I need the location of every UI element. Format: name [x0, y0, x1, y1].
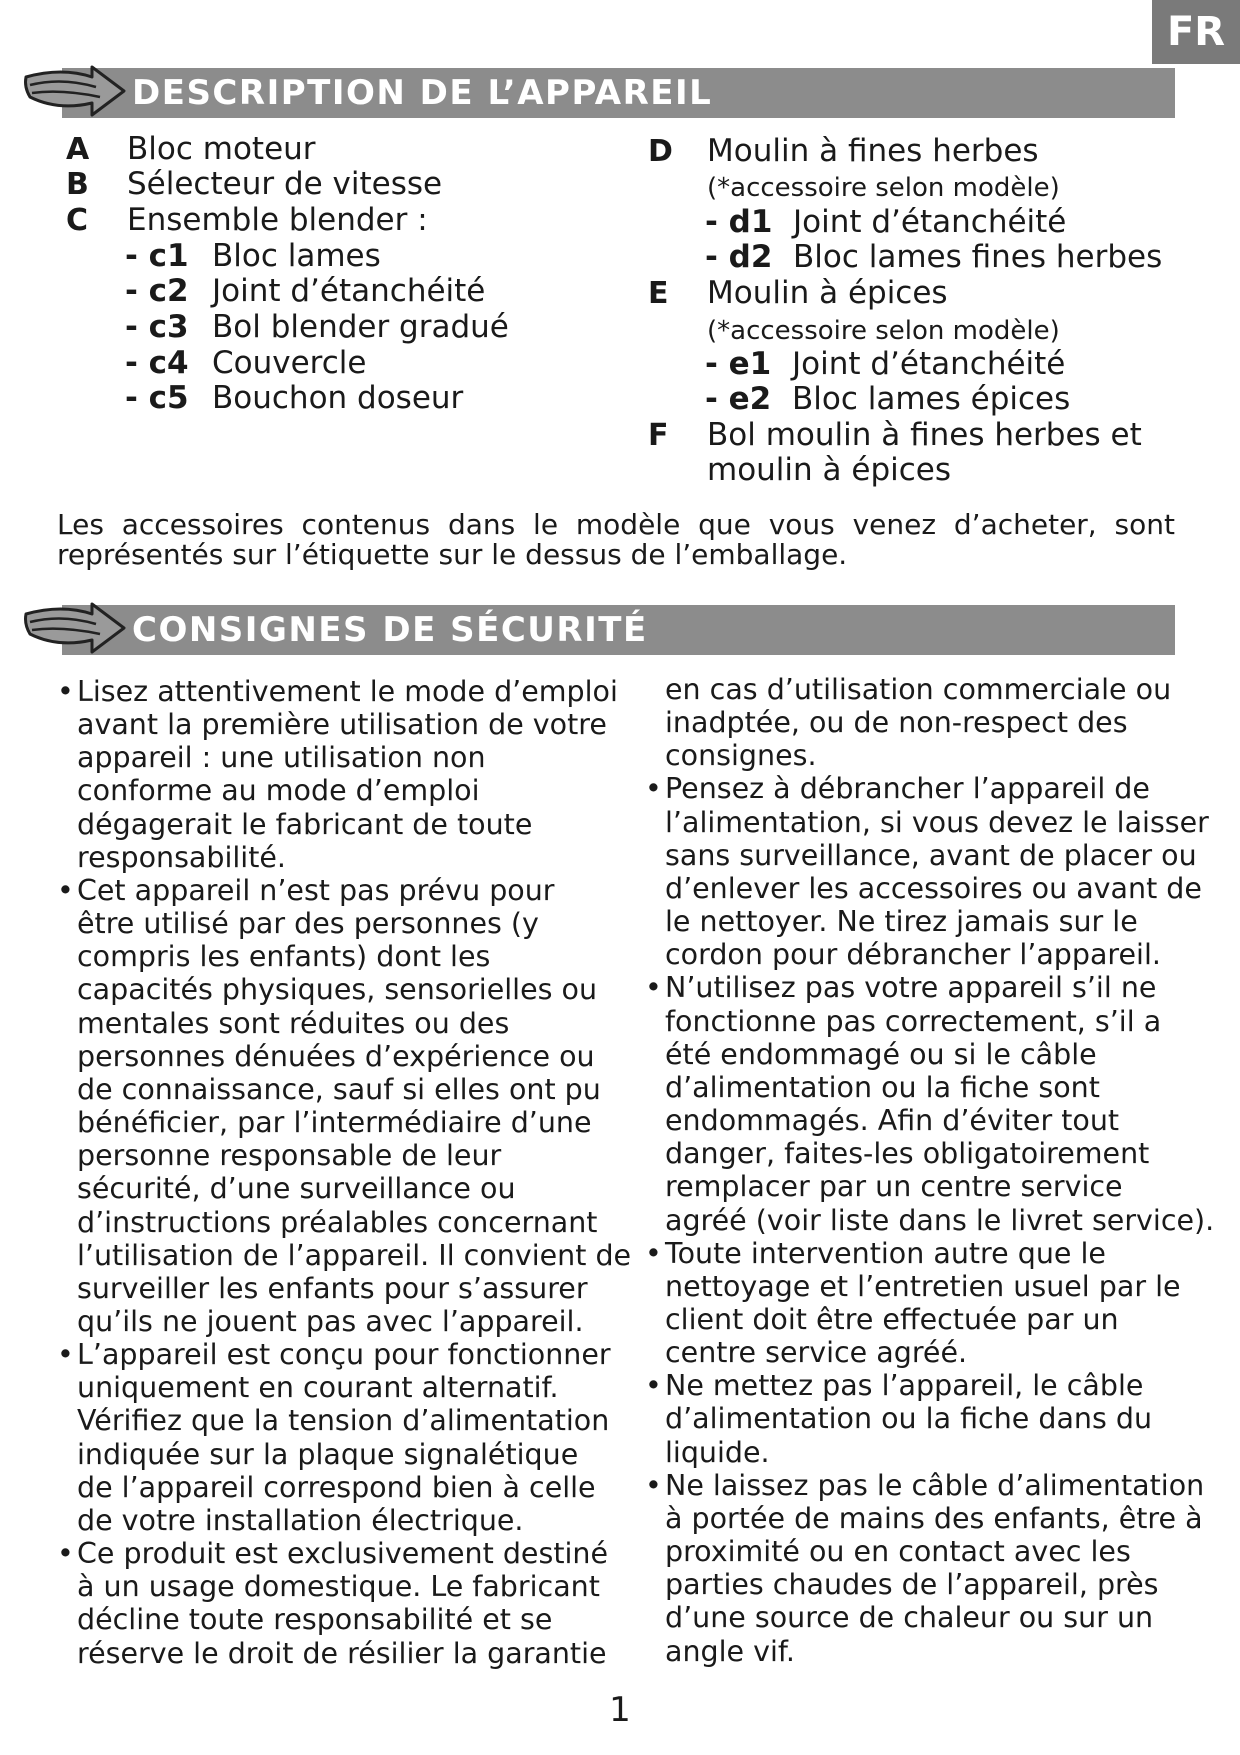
safety-line: à portée de mains des enfants, être à	[665, 1501, 1203, 1535]
sub-item-c3	[125, 309, 509, 345]
safety-line: centre service agréé.	[665, 1336, 968, 1370]
safety-line: • Lisez attentivement le mode d’emploi	[57, 675, 631, 708]
safety-line: sans surveillance, avant de placer ou	[665, 838, 1197, 872]
safety-line: sécurité, d’une surveillance ou	[77, 1172, 516, 1206]
safety-line: angle vif.	[665, 1634, 795, 1668]
safety-line: d’une source de chaleur ou sur un	[665, 1601, 1154, 1635]
sub-item-e2	[705, 381, 1071, 417]
safety-column-right	[645, 673, 1214, 1668]
safety-line: à un usage domestique. Le fabricant	[77, 1570, 600, 1604]
safety-line: cordon pour débrancher l’appareil.	[665, 938, 1161, 972]
safety-line: d’alimentation ou la fiche sont	[665, 1070, 1100, 1104]
sub-item-code: - e2	[705, 381, 772, 417]
item-letter-a: A	[66, 132, 90, 167]
item-letter-b: B	[66, 167, 89, 202]
sub-item-label: Joint d’étanchéité	[792, 346, 1066, 382]
safety-line: l’alimentation, si vous devez le laisser	[665, 805, 1209, 839]
item-label-b: Sélecteur de vitesse	[127, 166, 443, 202]
safety-line: • Pensez à débrancher l’appareil de	[645, 772, 1214, 805]
sub-item-code: - c3	[125, 309, 189, 345]
item-letter-f: F	[648, 418, 669, 453]
sub-item-code: - c1	[125, 238, 189, 274]
item-note-e: (*accessoire selon modèle)	[707, 316, 1060, 346]
safety-line: personne responsable de leur	[77, 1139, 502, 1173]
safety-line: bénéficier, par l’intermédiaire d’une	[77, 1106, 592, 1140]
safety-line: responsabilité.	[77, 840, 286, 874]
safety-line: indiquée sur la plaque signalétique	[77, 1437, 579, 1471]
safety-line: appareil : une utilisation non	[77, 741, 486, 775]
safety-line: qu’ils ne jouent pas avec l’appareil.	[77, 1304, 584, 1338]
sub-item-label: Bloc lames fines herbes	[793, 239, 1163, 275]
item-letter-c: C	[66, 203, 89, 238]
sub-item-c5	[125, 380, 464, 416]
safety-line: liquide.	[665, 1435, 770, 1469]
safety-line: consignes.	[665, 739, 817, 773]
safety-line: • Ne mettez pas l’appareil, le câble	[645, 1369, 1214, 1402]
safety-line: en cas d’utilisation commerciale ou	[665, 673, 1172, 706]
safety-line: personnes dénuées d’expérience ou	[77, 1039, 595, 1073]
sub-item-label: Joint d’étanchéité	[793, 204, 1067, 240]
item-label-a: Bloc moteur	[127, 131, 316, 167]
safety-line: danger, faites-les obligatoirement	[665, 1137, 1150, 1171]
sub-item-label: Bouchon doseur	[212, 380, 464, 416]
arrow-icon	[22, 63, 128, 123]
safety-line: être utilisé par des personnes (y	[77, 907, 539, 941]
safety-line: endommagés. Afin d’éviter tout	[665, 1104, 1120, 1138]
safety-line: réserve le droit de résilier la garantie	[77, 1636, 607, 1670]
sub-item-d2	[705, 239, 1163, 275]
safety-line: parties chaudes de l’appareil, près	[665, 1568, 1159, 1602]
sub-item-e1	[705, 346, 1066, 382]
sub-item-label: Joint d’étanchéité	[212, 273, 486, 309]
sub-item-c4	[125, 345, 367, 381]
safety-line: mentales sont réduites ou des	[77, 1006, 510, 1040]
safety-line: capacités physiques, sensorielles ou	[77, 973, 598, 1007]
section-title-safety: CONSIGNES DE SÉCURITÉ	[132, 610, 648, 650]
sub-item-c2	[125, 273, 486, 309]
sub-item-code: - d2	[705, 239, 773, 275]
safety-line: d’enlever les accessoires ou avant de	[665, 871, 1202, 905]
safety-line: agréé (voir liste dans le livret service).	[665, 1203, 1215, 1237]
safety-line: conforme au mode d’emploi	[77, 774, 480, 808]
safety-line: client doit être effectuée par un	[665, 1302, 1119, 1336]
safety-line: Vérifiez que la tension d’alimentation	[77, 1404, 610, 1438]
safety-line: de connaissance, sauf si elles ont pu	[77, 1072, 601, 1106]
item-label-c: Ensemble blender :	[127, 202, 428, 238]
safety-line: avant la première utilisation de votre	[77, 708, 607, 742]
safety-line: fonctionne pas correctement, s’il a	[665, 1004, 1162, 1038]
sub-item-label: Bol blender gradué	[212, 309, 509, 345]
safety-line: été endommagé ou si le câble	[665, 1037, 1097, 1071]
sub-item-label: Couvercle	[212, 345, 367, 381]
safety-column-left	[57, 675, 631, 1670]
sub-item-code: - d1	[705, 204, 773, 240]
safety-line: • N’utilisez pas votre appareil s’il ne	[645, 971, 1214, 1004]
item-note-d: (*accessoire selon modèle)	[707, 173, 1060, 203]
safety-line: • Cet appareil n’est pas prévu pour	[57, 874, 631, 907]
item-label-f-line1: Bol moulin à fines herbes et	[707, 417, 1142, 453]
sub-item-code: - c4	[125, 345, 189, 381]
arrow-icon	[22, 600, 128, 660]
sub-item-c1	[125, 238, 381, 274]
safety-line: • Ne laissez pas le câble d’alimentation	[645, 1469, 1214, 1502]
safety-line: dégagerait le fabricant de toute	[77, 807, 533, 841]
item-label-d: Moulin à fines herbes	[707, 133, 1039, 169]
sub-item-d1	[705, 204, 1067, 240]
language-tab: FR	[1152, 0, 1240, 64]
item-label-e: Moulin à épices	[707, 275, 948, 311]
safety-line: d’alimentation ou la fiche dans du	[665, 1402, 1153, 1436]
safety-line: de votre installation électrique.	[77, 1503, 524, 1537]
safety-line: • Toute intervention autre que le	[645, 1237, 1214, 1270]
safety-line: de l’appareil correspond bien à celle	[77, 1470, 596, 1504]
safety-line: inadptée, ou de non-respect des	[665, 706, 1128, 740]
safety-line: uniquement en courant alternatif.	[77, 1371, 559, 1405]
accessories-paragraph: Les accessoires contenus dans le modèle que vous venez d’acheter, sont représentés sur l’étiquette sur le dessus de l’emballage.	[57, 508, 1175, 571]
page-number: 1	[609, 1690, 631, 1730]
safety-line: • L’appareil est conçu pour fonctionner	[57, 1338, 631, 1371]
item-label-f-line2: moulin à épices	[707, 452, 952, 488]
safety-line: l’utilisation de l’appareil. Il convient de	[77, 1238, 632, 1272]
section-title-description: DESCRIPTION DE L’APPAREIL	[132, 73, 713, 113]
sub-item-label: Bloc lames	[212, 238, 381, 274]
safety-line: remplacer par un centre service	[665, 1170, 1123, 1204]
sub-item-label: Bloc lames épices	[792, 381, 1071, 417]
safety-line: d’instructions préalables concernant	[77, 1205, 598, 1239]
item-letter-d: D	[648, 134, 673, 169]
sub-item-code: - c5	[125, 380, 189, 416]
safety-line: nettoyage et l’entretien usuel par le	[665, 1269, 1181, 1303]
safety-line: surveiller les enfants pour s’assurer	[77, 1271, 588, 1305]
sub-item-code: - e1	[705, 346, 772, 382]
sub-item-code: - c2	[125, 273, 189, 309]
safety-line: décline toute responsabilité et se	[77, 1603, 553, 1637]
safety-line: compris les enfants) dont les	[77, 940, 491, 974]
safety-line: le nettoyer. Ne tirez jamais sur le	[665, 905, 1138, 939]
safety-line: proximité ou en contact avec les	[665, 1535, 1131, 1569]
item-letter-e: E	[648, 276, 669, 311]
safety-line: • Ce produit est exclusivement destiné	[57, 1537, 631, 1570]
